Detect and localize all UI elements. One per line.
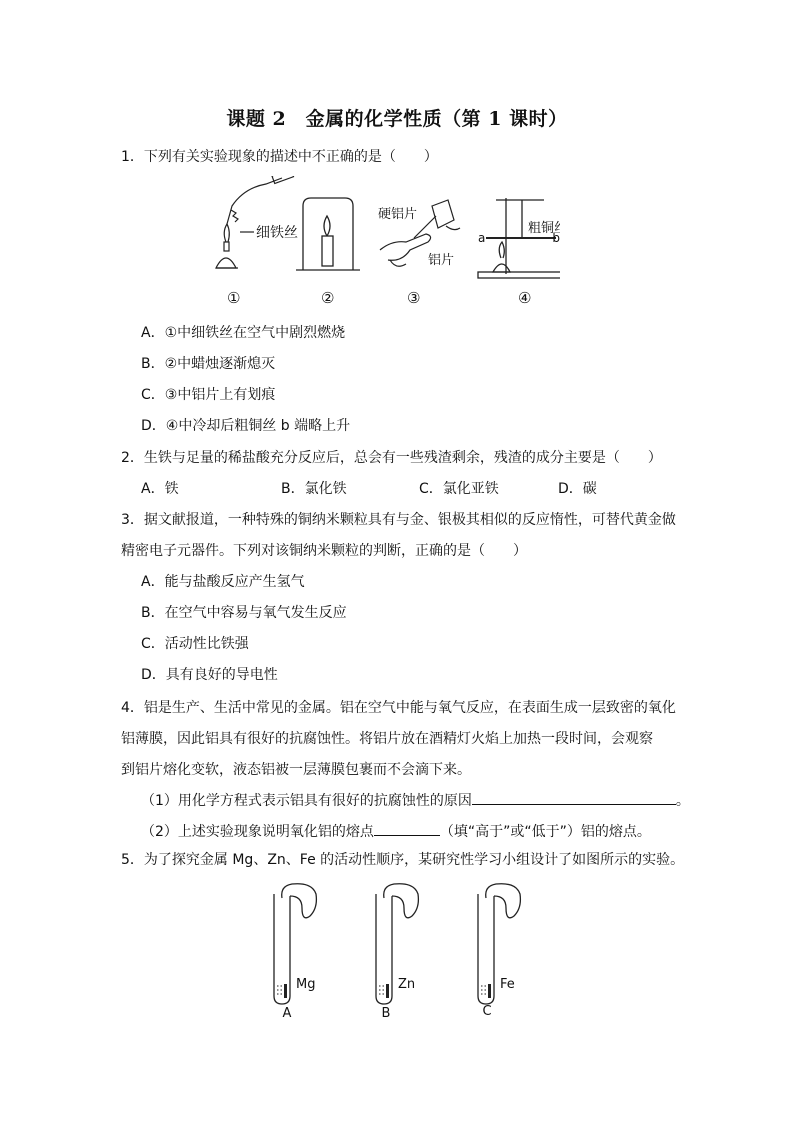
q4-sub2-text: （2）上述实验现象说明氧化铝的熔点 xyxy=(141,824,374,840)
figure-number-2: ② xyxy=(321,289,335,307)
q2-option-a: A．铁 xyxy=(141,481,179,497)
q4-stem-line-1: 4．铝是生产、生活中常见的金属。铝在空气中能与氧气反应，在表面生成一层致密的氧化 xyxy=(121,700,676,716)
tube-label-a: A xyxy=(282,1006,292,1021)
tube-label-b: B xyxy=(381,1006,391,1021)
q4-sub1-text: （1）用化学方程式表示铝具有很好的抗腐蚀性的原因 xyxy=(141,793,472,809)
al-label: 铝片 xyxy=(428,253,455,268)
q5-figure xyxy=(256,878,546,1023)
iron-wire-label: 细铁丝 xyxy=(256,225,298,241)
q3-option-c: C．活动性比铁强 xyxy=(141,636,249,652)
hard-al-label: 硬铝片 xyxy=(378,207,418,222)
end-b-label: b xyxy=(552,231,560,245)
figure-number-1: ① xyxy=(227,289,241,307)
candle-beaker-diagram xyxy=(296,198,360,270)
q2-option-d: D．碳 xyxy=(558,481,597,497)
q2-option-c: C．氯化亚铁 xyxy=(419,481,499,497)
figure-number-3: ③ xyxy=(407,289,421,307)
q4-sub-question-1 xyxy=(141,790,690,810)
copper-wire-label: 粗铜 xyxy=(528,221,555,236)
q3-stem-line-1: 3．据文献报道，一种特殊的铜纳米颗粒具有与金、银极其相似的反应惰性，可替代黄金做 xyxy=(121,512,676,528)
copper-wire-stand-diagram xyxy=(478,198,560,278)
alcohol-lamp-iron-wire-diagram xyxy=(216,176,294,268)
q5-stem: 5．为了探究金属 Mg、Zn、Fe 的活动性顺序，某研究性学习小组设计了如图所示的实验。 xyxy=(121,852,685,868)
q3-stem-line-2: 精密电子元器件。下列对该铜纳米颗粒的判断，正确的是（ ） xyxy=(121,543,527,559)
end-a-label: a xyxy=(478,231,486,245)
metal-label-fe: Fe xyxy=(500,977,515,992)
q4-sub-question-2 xyxy=(141,821,651,841)
tube-label-c: C xyxy=(482,1004,492,1019)
page-title: 课题 2 金属的化学性质（第 1 课时） xyxy=(226,108,568,130)
q1-figure xyxy=(210,176,560,286)
q2-option-b: B．氯化铁 xyxy=(281,481,347,497)
q4-stem-line-2: 铝薄膜，因此铝具有很好的抗腐蚀性。将铝片放在酒精灯火焰上加热一段时间，会观察 xyxy=(121,731,653,747)
q1-option-a: A．①中细铁丝在空气中剧烈燃烧 xyxy=(141,325,346,341)
q1-option-b: B．②中蜡烛逐渐熄灭 xyxy=(141,356,276,372)
q1-stem: 1．下列有关实验现象的描述中不正确的是（ ） xyxy=(121,149,438,165)
metal-label-zn: Zn xyxy=(398,977,416,992)
figure-number-4: ④ xyxy=(518,289,532,307)
q2-stem: 2．生铁与足量的稀盐酸充分反应后，总会有一些残渣剩余，残渣的成分主要是（ ） xyxy=(121,450,662,466)
q4-sub2-answer-blank[interactable] xyxy=(374,821,440,836)
q4-sub1-suffix: 。 xyxy=(675,793,690,809)
q1-option-d: D．④中冷却后粗铜丝 b 端略上升 xyxy=(141,418,351,434)
q1-option-c: C．③中铝片上有划痕 xyxy=(141,387,276,403)
q4-stem-line-3: 到铝片熔化变软，液态铝被一层薄膜包裹而不会滴下来。 xyxy=(121,762,471,778)
q3-option-b: B．在空气中容易与氧气发生反应 xyxy=(141,605,347,621)
q3-option-a: A．能与盐酸反应产生氢气 xyxy=(141,574,305,590)
q4-sub2-suffix: （填“高于”或“低于”）铝的熔点。 xyxy=(439,824,651,840)
q4-sub1-answer-blank[interactable] xyxy=(472,790,676,805)
q3-option-d: D．具有良好的导电性 xyxy=(141,667,278,683)
metal-label-mg: Mg xyxy=(296,977,316,992)
